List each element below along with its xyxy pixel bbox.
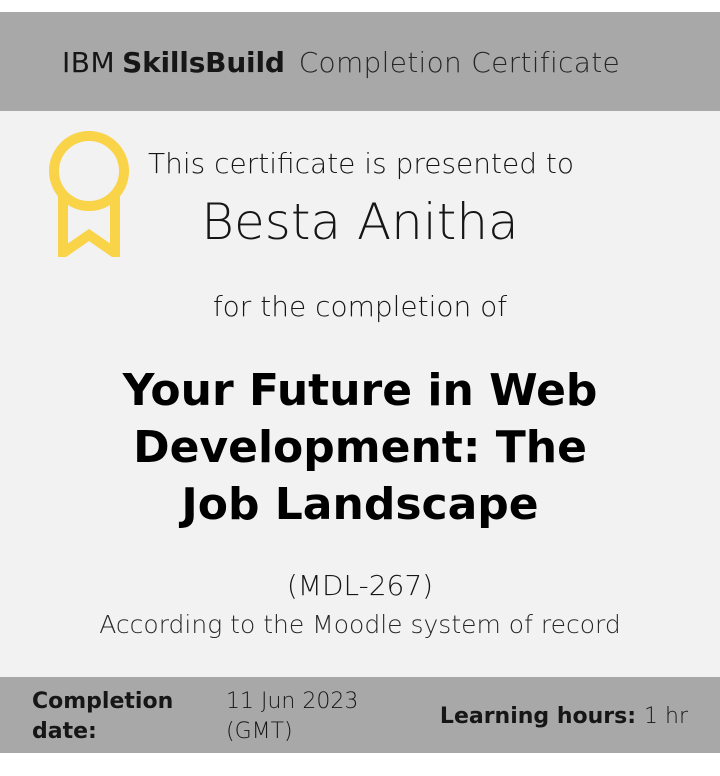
course-code: (MDL-267) [286, 569, 434, 602]
learning-hours-label: Learning hours: [439, 704, 637, 729]
completion-date-label: Completion date: [32, 689, 174, 744]
certificate-footer [0, 677, 720, 753]
presented-text: This certificate is presented to [148, 147, 575, 180]
certificate [0, 12, 720, 753]
completion-text: for the completion of [212, 290, 508, 323]
course-title: Your Future in Web Development: The Job Landscape [122, 365, 598, 530]
brand-product: SkillsBuild [122, 46, 285, 79]
completion-date-value: 11 Jun 2023 (GMT) [226, 689, 359, 744]
record-text: According to the Moodle system of record [99, 610, 621, 639]
certificate-header [0, 12, 720, 111]
brand-ibm: IBM [62, 46, 116, 79]
brand-title [62, 45, 620, 81]
learning-hours-value: 1 hr [644, 704, 688, 729]
certificate-title: Completion Certificate [298, 46, 621, 79]
recipient-name: Besta Anitha [201, 193, 519, 251]
learning-hours [440, 702, 688, 732]
